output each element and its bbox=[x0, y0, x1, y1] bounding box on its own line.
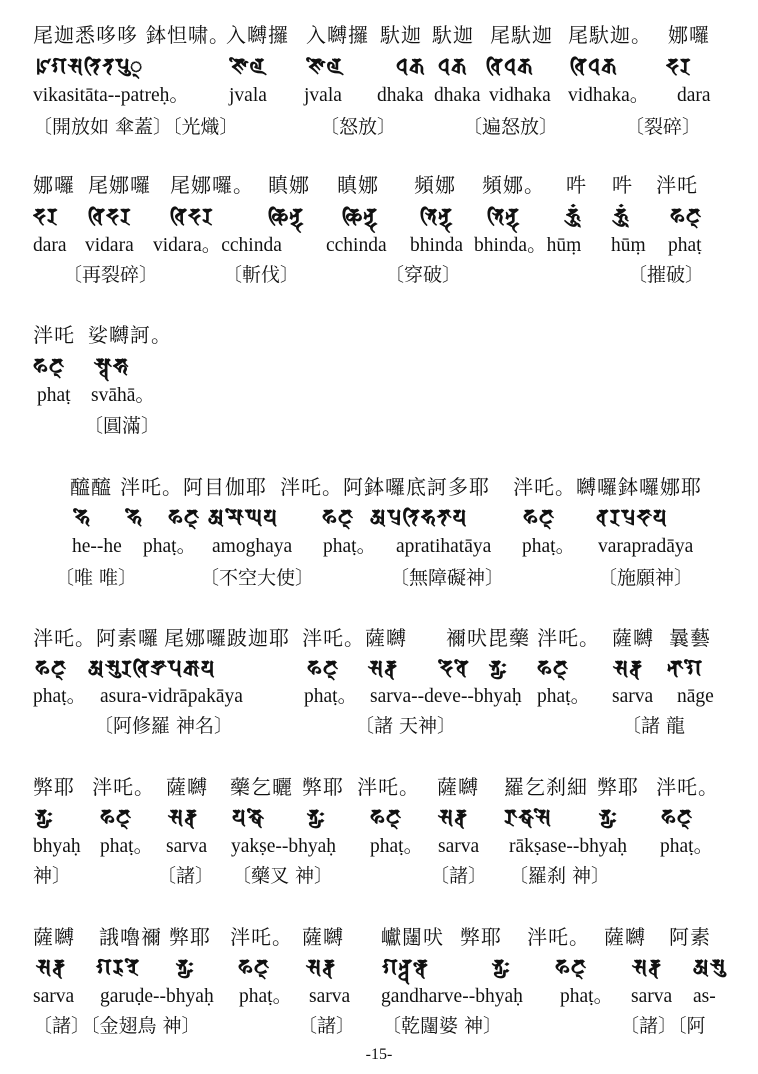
roman-word: dhaka bbox=[434, 85, 481, 106]
chinese-word: 巘闥吠 bbox=[381, 925, 444, 949]
siddham-word: 𑖣𑖘𑖿 bbox=[370, 804, 402, 829]
roman-word: phaṭ。 bbox=[33, 686, 87, 707]
gloss: 〔諸 龍 bbox=[622, 715, 686, 737]
siddham-word: 𑖮𑖳𑖽 bbox=[566, 203, 583, 228]
roman-word: sarva bbox=[166, 836, 208, 857]
roman-word: dhaka bbox=[377, 85, 424, 106]
siddham-word: 𑖐𑖡𑖿𑖠𑖨𑖿𑖪𑖸 bbox=[382, 954, 429, 979]
chinese-word: 尾迦悉哆哆 bbox=[33, 23, 138, 47]
siddham-word: 𑖀𑖭𑖲𑖨𑖪𑖰𑖟𑖿𑖨𑖯𑖢𑖎𑖯𑖧 bbox=[88, 655, 216, 680]
chinese-word: 醯醯 bbox=[70, 475, 112, 499]
siddham-word: 𑖭𑖨𑖿𑖪 bbox=[306, 954, 336, 979]
chinese-word: 薩嚩 bbox=[302, 925, 344, 949]
gloss: 〔圓滿〕 bbox=[84, 415, 161, 437]
siddham-word: 𑖔𑖰𑖡𑖿𑖟 bbox=[342, 203, 378, 228]
siddham-word: 𑖡𑖯𑖐𑖸 bbox=[667, 655, 704, 680]
siddham-word: 𑖀𑖭𑖲 bbox=[693, 954, 727, 979]
gloss: 〔不空大使〕 bbox=[200, 567, 315, 589]
siddham-word: 𑖣𑖘𑖿 bbox=[238, 954, 270, 979]
siddham-word: 𑖥𑖿𑖧𑖾 bbox=[492, 954, 511, 979]
chinese-word: 弊耶 bbox=[302, 775, 344, 799]
siddham-word: 𑖭𑖨𑖿𑖪 bbox=[168, 804, 198, 829]
siddham-word: 𑖪𑖨𑖢𑖿𑖨𑖟𑖯𑖧 bbox=[596, 504, 668, 529]
chinese-word: 鉢怛啸。 bbox=[146, 23, 230, 47]
chinese-word: 尾娜囉跛迦耶 bbox=[164, 626, 290, 650]
chinese-word: 尾馱迦。 bbox=[568, 23, 652, 47]
roman-word: sarva bbox=[631, 986, 673, 1007]
roman-word: nāge bbox=[677, 686, 714, 707]
roman-word: dara bbox=[677, 85, 711, 106]
roman-word: sarva bbox=[612, 686, 654, 707]
gloss: 〔藥叉 神〕 bbox=[232, 865, 334, 887]
roman-word: sarva bbox=[33, 986, 75, 1007]
gloss: 〔開放如 傘蓋〕〔光熾〕 bbox=[33, 116, 239, 138]
roman-word: vikasitāta--patreḥ。 bbox=[33, 85, 189, 106]
chinese-word: 泮吒。 bbox=[537, 626, 600, 650]
siddham-word: 𑖠𑖎 bbox=[396, 53, 426, 78]
roman-word: bhinda bbox=[410, 235, 464, 256]
siddham-word: 𑖣𑖘𑖿 bbox=[307, 655, 339, 680]
siddham-word: 𑖣𑖘𑖿 bbox=[670, 203, 702, 228]
gloss: 〔乾闥婆 神〕 bbox=[382, 1015, 503, 1037]
roman-word: phaṭ bbox=[668, 235, 702, 256]
roman-word: amoghaya bbox=[212, 536, 293, 557]
chinese-word: 曩藝 bbox=[669, 626, 711, 650]
roman-word: phaṭ。 bbox=[239, 986, 293, 1007]
roman-word: phaṭ。 bbox=[560, 986, 614, 1007]
gloss: 〔裂碎〕 bbox=[625, 116, 702, 138]
gloss: 〔遍怒放〕 bbox=[463, 116, 559, 138]
roman-word: varapradāya bbox=[598, 536, 694, 557]
roman-word: vidhaka。 bbox=[568, 85, 650, 106]
chinese-word: 弊耶 bbox=[460, 925, 502, 949]
chinese-word: 馱迦 bbox=[432, 23, 474, 47]
roman-word: sarva--deve--bhyaḥ bbox=[370, 686, 522, 707]
roman-word: as- bbox=[693, 986, 716, 1007]
roman-word: svāhā。 bbox=[91, 385, 155, 406]
gloss: 〔怒放〕 bbox=[320, 116, 397, 138]
roman-word: phaṭ。 bbox=[537, 686, 591, 707]
chinese-word: 娑嚩訶。 bbox=[88, 323, 172, 347]
chinese-word: 弊耶 bbox=[597, 775, 639, 799]
siddham-word: 𑖭𑖨𑖿𑖪 bbox=[632, 954, 662, 979]
gloss: 〔諸〕 bbox=[298, 1015, 356, 1037]
chinese-word: 羅乞刹細 bbox=[504, 775, 588, 799]
chinese-word: 泮吒。阿目伽耶 bbox=[120, 475, 267, 499]
siddham-word: 𑖪𑖰𑖟𑖨 bbox=[88, 203, 132, 228]
roman-word: phaṭ。 bbox=[323, 536, 377, 557]
roman-word: yakṣe--bhyaḥ bbox=[231, 836, 337, 857]
roman-word: vidara bbox=[85, 235, 134, 256]
chinese-word: 尾娜囉。 bbox=[170, 173, 254, 197]
chinese-word: 薩嚩 bbox=[437, 775, 479, 799]
roman-word: phaṭ。 bbox=[304, 686, 358, 707]
roman-word: phaṭ bbox=[37, 385, 71, 406]
chinese-word: 薩嚩 bbox=[166, 775, 208, 799]
chinese-word: 泮吒。 bbox=[357, 775, 420, 799]
gloss: 〔斬伐〕 bbox=[223, 264, 300, 286]
page-number: -15- bbox=[365, 1046, 393, 1063]
siddham-word: 𑖀𑖦𑖺𑖑𑖧 bbox=[208, 504, 279, 529]
siddham-word: 𑖪𑖰𑖠𑖎 bbox=[486, 53, 534, 78]
siddham-word: 𑖕𑖺𑖩 bbox=[306, 53, 345, 78]
roman-word: phaṭ。 bbox=[660, 836, 714, 857]
chinese-word: 泮吒。阿素囉 bbox=[33, 626, 159, 650]
roman-word: vidara。cchinda bbox=[153, 235, 282, 256]
roman-word: cchinda bbox=[326, 235, 387, 256]
roman-word: sarva bbox=[438, 836, 480, 857]
chinese-word: 禰吠 bbox=[446, 626, 488, 650]
chinese-word: 泮吒 bbox=[656, 173, 698, 197]
chinese-word: 吽 bbox=[566, 173, 587, 197]
gloss: 〔諸〕 bbox=[157, 865, 215, 887]
gloss: 〔摧破〕 bbox=[628, 264, 705, 286]
siddham-word: 𑖪𑖰𑖠𑖎 bbox=[570, 53, 618, 78]
siddham-word: 𑖮𑖸 bbox=[73, 504, 92, 529]
roman-word: bhyaḥ bbox=[33, 836, 81, 857]
siddham-word: 𑖭𑖨𑖿𑖪 bbox=[438, 804, 468, 829]
roman-word: vidhaka bbox=[489, 85, 551, 106]
siddham-word: 𑖥𑖿𑖧𑖾 bbox=[35, 804, 54, 829]
siddham-word: 𑖭𑖨𑖿𑖪 bbox=[36, 954, 66, 979]
gloss: 〔諸〕 bbox=[430, 865, 488, 887]
gloss: 〔唯 唯〕 bbox=[55, 567, 138, 589]
roman-word: sarva bbox=[309, 986, 351, 1007]
gloss: 〔諸 天神〕 bbox=[355, 715, 457, 737]
chinese-word: 誐嚕禰 bbox=[99, 925, 162, 949]
siddham-word: 𑖟𑖨 bbox=[33, 203, 59, 228]
chinese-word: 尾娜囉 bbox=[88, 173, 151, 197]
siddham-word: 𑖥𑖰𑖡𑖿𑖟 bbox=[487, 203, 520, 228]
chinese-word: 泮吒。薩嚩 bbox=[302, 626, 407, 650]
roman-word: phaṭ。 bbox=[370, 836, 424, 857]
chinese-word: 娜囉 bbox=[668, 23, 710, 47]
siddham-word: 𑖣𑖘𑖿 bbox=[523, 504, 555, 529]
chinese-word: 薩嚩 bbox=[33, 925, 75, 949]
chinese-word: 弊耶 bbox=[33, 775, 75, 799]
gloss: 〔阿修羅 神名〕 bbox=[94, 715, 234, 737]
roman-word: apratihatāya bbox=[396, 536, 492, 557]
siddham-word: 𑖟𑖸𑖪𑖸 bbox=[438, 655, 470, 680]
chinese-word: 阿素 bbox=[669, 925, 711, 949]
siddham-word: 𑖣𑖘𑖿 bbox=[322, 504, 354, 529]
siddham-word: 𑖀𑖢𑖿𑖨𑖝𑖰𑖮𑖝𑖯𑖧 bbox=[370, 504, 468, 529]
gloss: 〔諸〕〔阿 bbox=[620, 1015, 706, 1037]
roman-word: phaṭ。 bbox=[143, 536, 197, 557]
siddham-word: 𑖥𑖿𑖧𑖾 bbox=[489, 655, 508, 680]
gloss: 〔無障礙神〕 bbox=[390, 567, 505, 589]
gloss: 〔施願神〕 bbox=[598, 567, 694, 589]
siddham-word: 𑖭𑖨𑖿𑖪 bbox=[613, 655, 643, 680]
siddham-word: 𑖥𑖿𑖧𑖾 bbox=[176, 954, 195, 979]
chinese-word: 娜囉 bbox=[33, 173, 75, 197]
siddham-word: 𑖟𑖨 bbox=[666, 53, 692, 78]
roman-word: asura-vidrāpakāya bbox=[100, 686, 243, 707]
gloss: 〔諸〕〔金翅鳥 神〕 bbox=[33, 1015, 201, 1037]
chinese-word: 頻娜 bbox=[414, 173, 456, 197]
roman-word: hūṃ bbox=[611, 235, 646, 256]
roman-word: gandharve--bhyaḥ bbox=[381, 986, 523, 1007]
chinese-word: 薩嚩 bbox=[612, 626, 654, 650]
roman-word: jvala bbox=[229, 85, 267, 106]
gloss: 神〕 bbox=[33, 865, 72, 887]
siddham-word: 𑖣𑖘𑖿 bbox=[537, 655, 569, 680]
chinese-word: 頻娜。 bbox=[482, 173, 545, 197]
chinese-word: 泮吒。 bbox=[230, 925, 293, 949]
siddham-word: 𑖔𑖰𑖡𑖿𑖟 bbox=[268, 203, 304, 228]
roman-word: phaṭ。 bbox=[522, 536, 576, 557]
chinese-word: 泮吒。嚩囉鉢囉娜耶 bbox=[513, 475, 702, 499]
chinese-word: 馱迦 bbox=[380, 23, 422, 47]
chinese-word: 毘藥 bbox=[488, 626, 530, 650]
chinese-word: 泮吒。 bbox=[527, 925, 590, 949]
roman-word: he--he bbox=[72, 536, 122, 557]
siddham-word: 𑖣𑖘𑖿 bbox=[661, 804, 693, 829]
chinese-word: 泮吒。阿鉢囉底訶多耶 bbox=[280, 475, 490, 499]
roman-word: rākṣase--bhyaḥ bbox=[509, 836, 628, 857]
chinese-word: 吽 bbox=[612, 173, 633, 197]
chinese-word: 泮吒。 bbox=[92, 775, 155, 799]
roman-word: dara bbox=[33, 235, 67, 256]
chinese-word: 薩嚩 bbox=[604, 925, 646, 949]
gloss: 〔再裂碎〕 bbox=[63, 264, 159, 286]
gloss: 〔羅刹 神〕 bbox=[509, 865, 611, 887]
siddham-word: 𑖭𑖿𑖪𑖯𑖮𑖯 bbox=[94, 353, 130, 378]
roman-word: phaṭ。 bbox=[100, 836, 154, 857]
chinese-word: 瞋娜 bbox=[268, 173, 310, 197]
chinese-word: 瞋娜 bbox=[337, 173, 379, 197]
siddham-word: 𑖧𑖎𑖿𑖬𑖸 bbox=[232, 804, 266, 829]
roman-word: garuḍe--bhyaḥ bbox=[100, 986, 214, 1007]
siddham-word: 𑖕𑖺𑖩 bbox=[229, 53, 268, 78]
siddham-word: 𑖨𑖯𑖎𑖿𑖬𑖭𑖸 bbox=[504, 804, 552, 829]
siddham-word: 𑖣𑖘𑖿 bbox=[555, 954, 587, 979]
siddham-word: 𑖮𑖸 bbox=[125, 504, 144, 529]
siddham-word: ꡜ𑖐𑖭𑖝𑖰𑖝𑖢𑖲𑖿 bbox=[36, 53, 144, 78]
siddham-word: 𑖣𑖘𑖿 bbox=[168, 504, 200, 529]
chinese-word: 泮吒 bbox=[33, 323, 75, 347]
siddham-word: 𑖥𑖿𑖧𑖾 bbox=[307, 804, 326, 829]
siddham-word: 𑖪𑖰𑖟𑖨 bbox=[170, 203, 214, 228]
siddham-word: 𑖐𑖨𑖲𑖚𑖸 bbox=[96, 954, 141, 979]
siddham-word: 𑖥𑖿𑖧𑖾 bbox=[599, 804, 618, 829]
siddham-word: 𑖣𑖘𑖿 bbox=[33, 353, 65, 378]
chinese-word: 藥乞曬 bbox=[230, 775, 293, 799]
chinese-word: 入嚩攞 bbox=[306, 23, 369, 47]
siddham-word: 𑖠𑖎 bbox=[438, 53, 468, 78]
roman-word: bhinda。hūṃ bbox=[474, 235, 582, 256]
siddham-word: 𑖣𑖘𑖿 bbox=[35, 655, 67, 680]
chinese-word: 尾馱迦 bbox=[490, 23, 553, 47]
roman-word: jvala bbox=[304, 85, 342, 106]
siddham-word: 𑖮𑖳𑖽 bbox=[614, 203, 631, 228]
chinese-word: 弊耶 bbox=[169, 925, 211, 949]
chinese-word: 泮吒。 bbox=[656, 775, 719, 799]
chinese-word: 入嚩攞 bbox=[226, 23, 289, 47]
siddham-word: 𑖣𑖘𑖿 bbox=[100, 804, 132, 829]
siddham-word: 𑖭𑖨𑖿𑖪 bbox=[368, 655, 398, 680]
gloss: 〔穿破〕 bbox=[385, 264, 462, 286]
siddham-word: 𑖥𑖰𑖡𑖿𑖟 bbox=[420, 203, 453, 228]
